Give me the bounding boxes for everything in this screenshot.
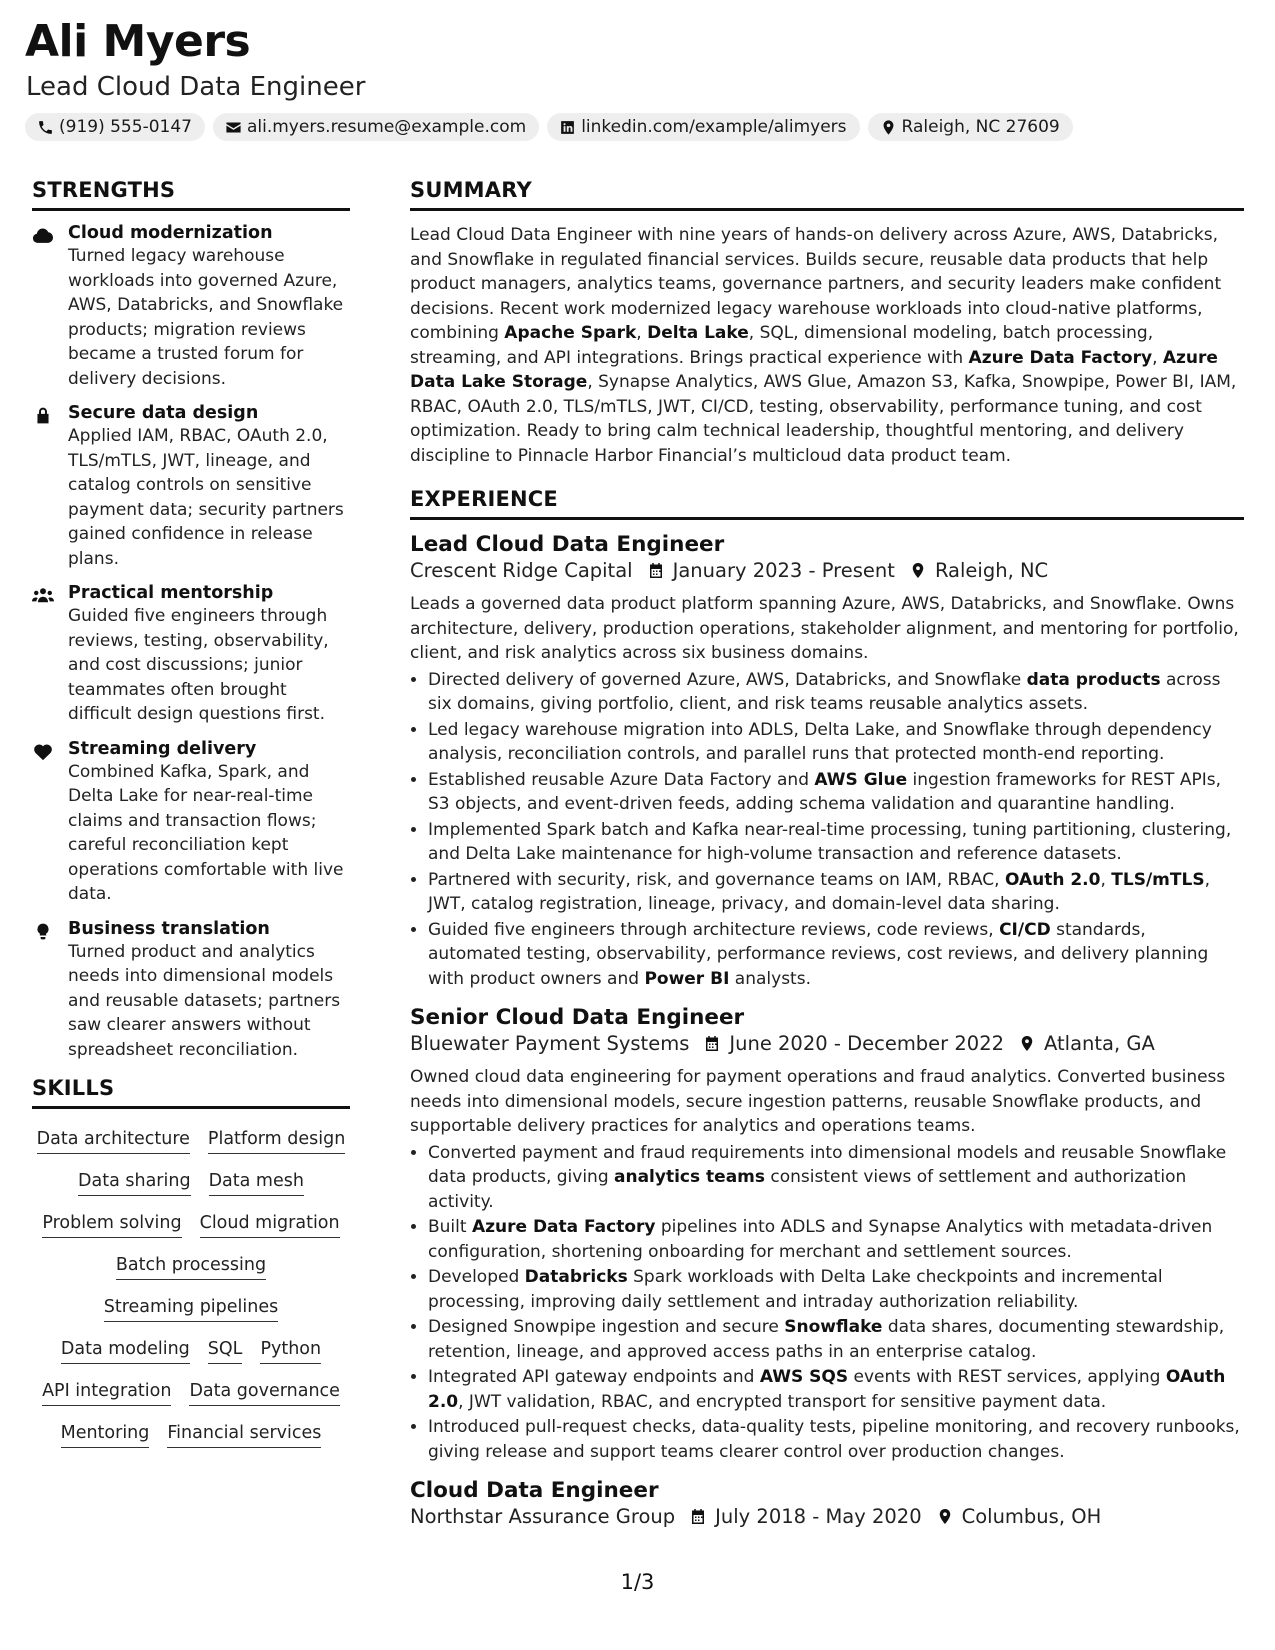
job-bullet: • Partnered with security, risk, and governance teams on IAM, RBAC, OAuth 2.0, TLS/mTLS, JWT, catalog registration, lineage, privacy, and domain-level data sharing.	[428, 868, 1244, 917]
strength-item	[32, 583, 350, 727]
job-dates: July 2018 - May 2020	[715, 1505, 922, 1528]
job-entry	[410, 1005, 1244, 1464]
skill-tag: Mentoring	[61, 1422, 150, 1448]
lightbulb-icon	[32, 922, 54, 941]
bold-keyword: Apache Spark	[504, 323, 637, 343]
job-title: Cloud Data Engineer	[410, 1478, 659, 1503]
location-pin-icon	[909, 561, 927, 580]
users-icon	[32, 586, 54, 605]
strength-text: Guided five engineers through reviews, testing, observability, and cost discussions; junior teammates often brought difficult design questions first.	[68, 606, 329, 724]
bold-keyword: AWS Glue	[814, 769, 908, 790]
job-bullets	[410, 668, 1244, 992]
skill-tag: Batch processing	[116, 1254, 266, 1280]
strength-text: Turned legacy warehouse workloads into governed Azure, AWS, Databricks, and Snowflake products; migration reviews became a trusted forum for delivery decisions.	[68, 246, 344, 389]
job-entry	[410, 1478, 1244, 1528]
summary-heading: SUMMARY	[410, 178, 1244, 211]
right-column	[410, 178, 1244, 1538]
candidate-title: Lead Cloud Data Engineer	[26, 72, 366, 102]
left-column	[32, 178, 350, 1457]
strength-title: Practical mentorship	[68, 583, 274, 603]
calendar-icon	[689, 1507, 707, 1526]
job-description: Owned cloud data engineering for payment operations and fraud analytics. Converted business needs into dimensional models, secure ingestion patterns, reusable Snowflake products, and supportable delivery practices for analytics and operations teams.	[410, 1067, 1226, 1136]
skill-tag: Cloud migration	[200, 1212, 340, 1238]
skill-tag: Data architecture	[37, 1128, 190, 1154]
location-pin-icon	[936, 1507, 954, 1526]
skill-tag: SQL	[208, 1338, 243, 1364]
job-bullet: • Established reusable Azure Data Factory and AWS Glue ingestion frameworks for REST APIs, S3 objects, and event-driven feeds, adding schema validation and quarantine handling.	[428, 768, 1244, 817]
skill-tag: Streaming pipelines	[104, 1296, 279, 1322]
job-title: Senior Cloud Data Engineer	[410, 1005, 745, 1030]
lock-icon	[32, 406, 54, 425]
job-bullet: • Guided five engineers through architecture reviews, code reviews, CI/CD standards, automated testing, observability, performance reviews, cost reviews, and delivery planning with product owners and Power BI analysts.	[428, 918, 1244, 992]
job-bullet: • Led legacy warehouse migration into ADLS, Delta Lake, and Snowflake through dependency analysis, reconciliation controls, and parallel runs that protected month-end reporting.	[428, 718, 1244, 767]
strength-title: Business translation	[68, 918, 270, 939]
strength-title: Streaming delivery	[68, 738, 257, 759]
job-dates: January 2023 - Present	[672, 559, 895, 582]
heart-icon	[32, 742, 54, 761]
bold-keyword: Snowflake	[784, 1317, 883, 1337]
strength-item	[32, 223, 350, 391]
job-location: Atlanta, GA	[1044, 1032, 1155, 1055]
job-bullet: • Directed delivery of governed Azure, AWS, Databricks, and Snowflake data products across six domains, giving portfolio, client, and risk teams reusable analytics assets.	[428, 668, 1244, 717]
skill-tag: Data mesh	[209, 1170, 304, 1196]
job-bullets	[410, 1141, 1244, 1465]
cloud-icon	[32, 226, 54, 245]
strength-text: Applied IAM, RBAC, OAuth 2.0, TLS/mTLS, JWT, lineage, and catalog controls on sensitive payment data; security partners gained confidence in release plans.	[68, 426, 344, 569]
skill-tag: Python	[260, 1338, 321, 1364]
summary-text: Lead Cloud Data Engineer with nine years of hands-on delivery across Azure, AWS, Databricks, and Snowflake in regulated financial services. Builds secure, reusable data products that help product managers, analytics teams, governance partners, and security leaders make confident decisions. Recent work modernized legacy warehouse workloads into cloud-native platforms, combining Apache Spark, Delta Lake, SQL, dimensional modeling, batch processing, streaming, and API integrations. Brings practical experience with Azure Data Factory, Azure Data Lake Storage, Synapse Analytics, AWS Glue, Amazon S3, Kafka, Snowpipe, Power BI, IAM, RBAC, OAuth 2.0, TLS/mTLS, JWT, CI/CD, testing, observability, performance tuning, and cost optimization. Ready to bring calm technical leadership, thoughtful mentoring, and delivery discipline to Pinnacle Harbor Financial’s multicloud data product team.	[410, 225, 1237, 466]
job-bullet: • Converted payment and fraud requirements into dimensional models and reusable Snowflake data products, giving analytics teams consistent views of settlement and authorization activity.	[428, 1141, 1244, 1215]
location-pin-icon	[880, 119, 897, 136]
bold-keyword: Power BI	[644, 968, 730, 989]
skills-list	[32, 1121, 350, 1457]
contact-email[interactable]	[213, 113, 539, 141]
strength-title: Secure data design	[68, 403, 259, 423]
job-dates: June 2020 - December 2022	[729, 1032, 1005, 1055]
job-meta	[410, 559, 1244, 582]
contact-email-text: ali.myers.resume@example.com	[246, 117, 527, 137]
strength-item	[32, 403, 350, 571]
linkedin-icon	[559, 119, 576, 136]
job-meta	[410, 1032, 1244, 1055]
calendar-icon	[647, 561, 665, 580]
strength-title: Cloud modernization	[68, 223, 273, 243]
experience-heading: EXPERIENCE	[410, 487, 1244, 520]
job-location: Raleigh, NC	[934, 559, 1049, 582]
job-location: Columbus, OH	[961, 1505, 1102, 1528]
strength-item	[32, 919, 350, 1063]
skill-tag: Data sharing	[78, 1170, 191, 1196]
bold-keyword: data products	[1026, 669, 1161, 690]
job-bullet: • Built Azure Data Factory pipelines into ADLS and Synapse Analytics with metadata-driven configuration, shortening onboarding for merchant and settlement sources.	[428, 1215, 1244, 1264]
skill-tag: API integration	[42, 1380, 171, 1406]
bold-keyword: Databricks	[524, 1267, 628, 1287]
bold-keyword: OAuth 2.0	[1004, 869, 1101, 890]
job-meta	[410, 1505, 1244, 1528]
contact-linkedin-text: linkedin.com/example/alimyers	[581, 117, 847, 137]
bold-keyword: Delta Lake	[647, 323, 749, 343]
skills-heading: SKILLS	[32, 1076, 350, 1109]
skill-tag: Data governance	[189, 1380, 339, 1406]
calendar-icon	[703, 1034, 721, 1053]
contact-location	[868, 113, 1073, 141]
job-bullet: • Designed Snowpipe ingestion and secure Snowflake data shares, documenting stewardship, retention, lineage, and approved access paths in an enterprise catalog.	[428, 1315, 1244, 1364]
contact-bar	[25, 113, 1073, 141]
envelope-icon	[225, 119, 242, 136]
contact-phone[interactable]	[25, 113, 205, 141]
job-bullet: • Implemented Spark batch and Kafka near-real-time processing, tuning partitioning, clustering, and Delta Lake maintenance for high-volume transaction and reference datasets.	[428, 818, 1244, 867]
job-description: Leads a governed data product platform spanning Azure, AWS, Databricks, and Snowflake. Owns architecture, delivery, production operations, stakeholder alignment, and mentoring for portfolio, client, and risk analytics across six business domains.	[410, 594, 1239, 663]
page-number: 1/3	[620, 1570, 655, 1594]
job-company: Crescent Ridge Capital	[410, 559, 633, 582]
skill-tag: Data modeling	[61, 1338, 190, 1364]
job-bullet: • Integrated API gateway endpoints and AWS SQS events with REST services, applying OAuth 2.0, JWT validation, RBAC, and encrypted transport for sensitive payment data.	[428, 1365, 1244, 1414]
job-company: Northstar Assurance Group	[410, 1505, 676, 1528]
job-bullet: • Developed Databricks Spark workloads with Delta Lake checkpoints and incremental processing, improving daily settlement and intraday authorization reliability.	[428, 1265, 1244, 1314]
job-entry	[410, 532, 1244, 991]
bold-keyword: AWS SQS	[759, 1367, 849, 1387]
contact-phone-text: (919) 555-0147	[59, 117, 192, 137]
bold-keyword: Azure Data Lake Storage	[410, 347, 1218, 392]
bold-keyword: analytics teams	[614, 1167, 765, 1187]
bold-keyword: CI/CD	[999, 919, 1051, 940]
location-pin-icon	[1018, 1034, 1036, 1053]
skill-tag: Platform design	[208, 1128, 345, 1154]
job-company: Bluewater Payment Systems	[410, 1032, 690, 1055]
strength-text: Combined Kafka, Spark, and Delta Lake for near-real-time claims and transaction flows; careful reconciliation kept operations comfortable with live data.	[68, 761, 344, 904]
bold-keyword: OAuth 2.0	[428, 1367, 1226, 1412]
strengths-heading: STRENGTHS	[32, 178, 350, 211]
bold-keyword: Azure Data Factory	[471, 1217, 656, 1237]
bold-keyword: TLS/mTLS	[1111, 869, 1205, 890]
candidate-name: Ali Myers	[25, 16, 251, 67]
strength-item	[32, 739, 350, 907]
skill-tag: Problem solving	[42, 1212, 181, 1238]
phone-icon	[37, 119, 54, 136]
contact-location-text: Raleigh, NC 27609	[901, 117, 1060, 137]
job-bullet: • Introduced pull-request checks, data-quality tests, pipeline monitoring, and recovery runbooks, giving release and support teams clearer control over production changes.	[428, 1415, 1244, 1464]
job-title: Lead Cloud Data Engineer	[410, 532, 725, 557]
bold-keyword: Azure Data Factory	[968, 347, 1153, 368]
strength-text: Turned product and analytics needs into dimensional models and reusable datasets; partners saw clearer answers without spreadsheet reconciliation.	[68, 941, 341, 1060]
contact-linkedin[interactable]	[547, 113, 859, 141]
skill-tag: Financial services	[167, 1422, 321, 1448]
